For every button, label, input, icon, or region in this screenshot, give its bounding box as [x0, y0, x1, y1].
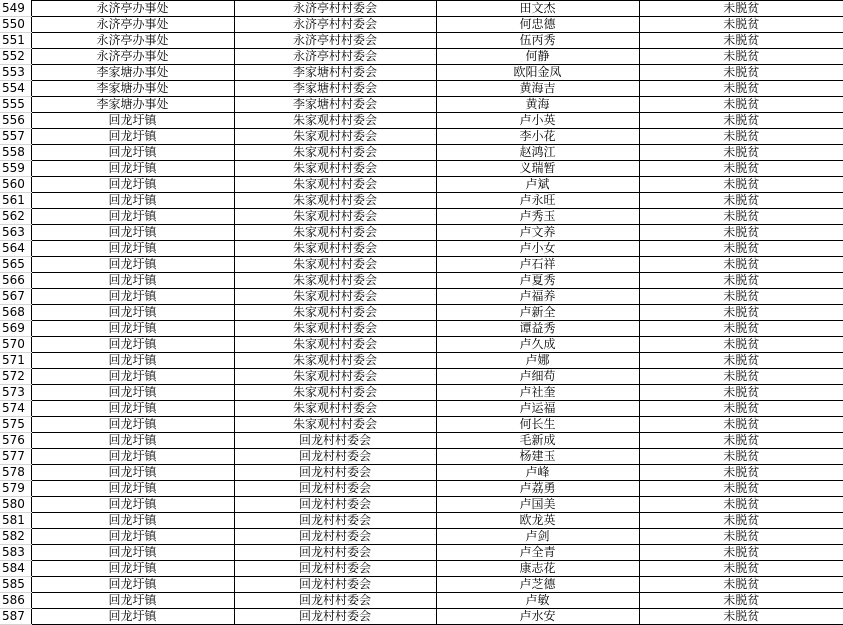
status-cell[interactable]: 未脱贫 [639, 1, 843, 17]
row-number[interactable]: 555 [0, 97, 31, 113]
table-row [0, 305, 843, 321]
village-cell[interactable]: 朱家观村村委会 [234, 385, 436, 401]
town-cell[interactable]: 李家塘办事处 [31, 65, 234, 81]
status-cell[interactable]: 未脱贫 [639, 241, 843, 257]
town-cell[interactable]: 回龙圩镇 [31, 225, 234, 241]
town-cell[interactable]: 回龙圩镇 [31, 257, 234, 273]
status-cell[interactable]: 未脱贫 [639, 497, 843, 513]
village-cell[interactable]: 朱家观村村委会 [234, 401, 436, 417]
table-row [0, 385, 843, 401]
table-row [0, 33, 843, 49]
status-cell[interactable]: 未脱贫 [639, 561, 843, 577]
town-cell[interactable]: 回龙圩镇 [31, 417, 234, 433]
village-cell[interactable]: 回龙村村委会 [234, 561, 436, 577]
person-name-cell[interactable]: 卢水安 [436, 609, 639, 625]
village-cell[interactable]: 回龙村村委会 [234, 513, 436, 529]
row-number[interactable]: 578 [0, 465, 31, 481]
town-cell[interactable]: 回龙圩镇 [31, 465, 234, 481]
village-cell[interactable]: 永济亭村村委会 [234, 33, 436, 49]
village-cell[interactable]: 回龙村村委会 [234, 545, 436, 561]
town-cell[interactable]: 回龙圩镇 [31, 609, 234, 625]
village-cell[interactable]: 回龙村村委会 [234, 465, 436, 481]
status-cell[interactable]: 未脱贫 [639, 129, 843, 145]
village-cell[interactable]: 朱家观村村委会 [234, 369, 436, 385]
town-cell[interactable]: 回龙圩镇 [31, 497, 234, 513]
town-cell[interactable]: 回龙圩镇 [31, 529, 234, 545]
status-cell[interactable]: 未脱贫 [639, 81, 843, 97]
village-cell[interactable]: 朱家观村村委会 [234, 113, 436, 129]
status-cell[interactable]: 未脱贫 [639, 529, 843, 545]
table-row [0, 113, 843, 129]
town-cell[interactable]: 回龙圩镇 [31, 353, 234, 369]
row-number[interactable]: 549 [0, 1, 31, 17]
status-cell[interactable]: 未脱贫 [639, 113, 843, 129]
status-cell[interactable]: 未脱贫 [639, 193, 843, 209]
status-cell[interactable]: 未脱贫 [639, 305, 843, 321]
row-number[interactable]: 553 [0, 65, 31, 81]
village-cell[interactable]: 永济亭村村委会 [234, 1, 436, 17]
town-cell[interactable]: 回龙圩镇 [31, 209, 234, 225]
person-name-cell[interactable]: 卢石祥 [436, 257, 639, 273]
table-row [0, 241, 843, 257]
person-name-cell[interactable]: 康志花 [436, 561, 639, 577]
village-cell[interactable]: 朱家观村村委会 [234, 417, 436, 433]
row-number[interactable]: 582 [0, 529, 31, 545]
status-cell[interactable]: 未脱贫 [639, 161, 843, 177]
row-number[interactable]: 565 [0, 257, 31, 273]
town-cell[interactable]: 回龙圩镇 [31, 593, 234, 609]
row-number[interactable]: 564 [0, 241, 31, 257]
row-number[interactable]: 568 [0, 305, 31, 321]
person-name-cell[interactable]: 卢秀玉 [436, 209, 639, 225]
person-name-cell[interactable]: 何忠德 [436, 17, 639, 33]
status-cell[interactable]: 未脱贫 [639, 33, 843, 49]
village-cell[interactable]: 永济亭村村委会 [234, 49, 436, 65]
town-cell[interactable]: 回龙圩镇 [31, 273, 234, 289]
row-number[interactable]: 551 [0, 33, 31, 49]
town-cell[interactable]: 回龙圩镇 [31, 289, 234, 305]
village-cell[interactable]: 朱家观村村委会 [234, 337, 436, 353]
table-row [0, 1, 843, 17]
status-cell[interactable]: 未脱贫 [639, 321, 843, 337]
row-number[interactable]: 581 [0, 513, 31, 529]
person-name-cell[interactable]: 田文杰 [436, 1, 639, 17]
row-number[interactable]: 584 [0, 561, 31, 577]
village-cell[interactable]: 朱家观村村委会 [234, 321, 436, 337]
table-row [0, 449, 843, 465]
village-cell[interactable]: 回龙村村委会 [234, 593, 436, 609]
status-cell[interactable]: 未脱贫 [639, 401, 843, 417]
status-cell[interactable]: 未脱贫 [639, 417, 843, 433]
row-number[interactable]: 580 [0, 497, 31, 513]
person-name-cell[interactable]: 卢芝德 [436, 577, 639, 593]
row-number[interactable]: 552 [0, 49, 31, 65]
row-number[interactable]: 561 [0, 193, 31, 209]
row-number[interactable]: 550 [0, 17, 31, 33]
table-row [0, 209, 843, 225]
village-cell[interactable]: 朱家观村村委会 [234, 241, 436, 257]
village-cell[interactable]: 李家塘村村委会 [234, 65, 436, 81]
town-cell[interactable]: 回龙圩镇 [31, 193, 234, 209]
person-name-cell[interactable]: 卢全青 [436, 545, 639, 561]
person-name-cell[interactable]: 黄海 [436, 97, 639, 113]
town-cell[interactable]: 回龙圩镇 [31, 561, 234, 577]
row-number[interactable]: 573 [0, 385, 31, 401]
person-name-cell[interactable]: 杨建玉 [436, 449, 639, 465]
status-cell[interactable]: 未脱贫 [639, 65, 843, 81]
table-row [0, 433, 843, 449]
status-cell[interactable]: 未脱贫 [639, 289, 843, 305]
village-cell[interactable]: 朱家观村村委会 [234, 209, 436, 225]
village-cell[interactable]: 回龙村村委会 [234, 609, 436, 625]
table-row [0, 97, 843, 113]
village-cell[interactable]: 朱家观村村委会 [234, 225, 436, 241]
town-cell[interactable]: 李家塘办事处 [31, 97, 234, 113]
village-cell[interactable]: 朱家观村村委会 [234, 353, 436, 369]
status-cell[interactable]: 未脱贫 [639, 609, 843, 625]
row-number[interactable]: 577 [0, 449, 31, 465]
town-cell[interactable]: 回龙圩镇 [31, 433, 234, 449]
village-cell[interactable]: 朱家观村村委会 [234, 177, 436, 193]
status-cell[interactable]: 未脱贫 [639, 225, 843, 241]
person-name-cell[interactable]: 卢斌 [436, 177, 639, 193]
row-number[interactable]: 569 [0, 321, 31, 337]
status-cell[interactable]: 未脱贫 [639, 273, 843, 289]
status-cell[interactable]: 未脱贫 [639, 145, 843, 161]
table-row [0, 177, 843, 193]
table-row [0, 497, 843, 513]
status-cell[interactable]: 未脱贫 [639, 209, 843, 225]
row-number[interactable]: 587 [0, 609, 31, 625]
table-row [0, 257, 843, 273]
person-name-cell[interactable]: 义瑞暂 [436, 161, 639, 177]
person-name-cell[interactable]: 欧阳金凤 [436, 65, 639, 81]
person-name-cell[interactable]: 赵鸿江 [436, 145, 639, 161]
status-cell[interactable]: 未脱贫 [639, 593, 843, 609]
town-cell[interactable]: 回龙圩镇 [31, 321, 234, 337]
table-row [0, 17, 843, 33]
row-number[interactable]: 583 [0, 545, 31, 561]
town-cell[interactable]: 回龙圩镇 [31, 241, 234, 257]
person-name-cell[interactable]: 何长生 [436, 417, 639, 433]
table-row [0, 81, 843, 97]
row-number[interactable]: 574 [0, 401, 31, 417]
village-cell[interactable]: 朱家观村村委会 [234, 273, 436, 289]
table-row [0, 545, 843, 561]
town-cell[interactable]: 回龙圩镇 [31, 305, 234, 321]
person-name-cell[interactable]: 卢永旺 [436, 193, 639, 209]
row-number[interactable]: 586 [0, 593, 31, 609]
village-cell[interactable]: 朱家观村村委会 [234, 161, 436, 177]
status-cell[interactable]: 未脱贫 [639, 353, 843, 369]
village-cell[interactable]: 朱家观村村委会 [234, 289, 436, 305]
status-cell[interactable]: 未脱贫 [639, 545, 843, 561]
status-cell[interactable]: 未脱贫 [639, 481, 843, 497]
person-name-cell[interactable]: 卢峰 [436, 465, 639, 481]
status-cell[interactable]: 未脱贫 [639, 513, 843, 529]
village-cell[interactable]: 回龙村村委会 [234, 529, 436, 545]
person-name-cell[interactable]: 何静 [436, 49, 639, 65]
row-number[interactable]: 560 [0, 177, 31, 193]
table-row [0, 161, 843, 177]
person-name-cell[interactable]: 李小花 [436, 129, 639, 145]
person-name-cell[interactable]: 卢文养 [436, 225, 639, 241]
person-name-cell[interactable]: 卢国美 [436, 497, 639, 513]
person-name-cell[interactable]: 伍丙秀 [436, 33, 639, 49]
town-cell[interactable]: 李家塘办事处 [31, 81, 234, 97]
town-cell[interactable]: 回龙圩镇 [31, 513, 234, 529]
person-name-cell[interactable]: 卢社奎 [436, 385, 639, 401]
table-row [0, 337, 843, 353]
row-number[interactable]: 567 [0, 289, 31, 305]
person-name-cell[interactable]: 卢福养 [436, 289, 639, 305]
row-number[interactable]: 575 [0, 417, 31, 433]
row-number[interactable]: 571 [0, 353, 31, 369]
status-cell[interactable]: 未脱贫 [639, 49, 843, 65]
table-row [0, 65, 843, 81]
table-row [0, 225, 843, 241]
table-row [0, 577, 843, 593]
village-cell[interactable]: 李家塘村村委会 [234, 81, 436, 97]
town-cell[interactable]: 回龙圩镇 [31, 577, 234, 593]
person-name-cell[interactable]: 卢敏 [436, 593, 639, 609]
row-number[interactable]: 559 [0, 161, 31, 177]
person-name-cell[interactable]: 卢剑 [436, 529, 639, 545]
town-cell[interactable]: 永济亭办事处 [31, 1, 234, 17]
row-number[interactable]: 576 [0, 433, 31, 449]
table-row [0, 465, 843, 481]
town-cell[interactable]: 回龙圩镇 [31, 113, 234, 129]
town-cell[interactable]: 回龙圩镇 [31, 177, 234, 193]
town-cell[interactable]: 永济亭办事处 [31, 17, 234, 33]
town-cell[interactable]: 回龙圩镇 [31, 401, 234, 417]
table-row [0, 353, 843, 369]
row-number[interactable]: 554 [0, 81, 31, 97]
village-cell[interactable]: 朱家观村村委会 [234, 145, 436, 161]
village-cell[interactable]: 李家塘村村委会 [234, 97, 436, 113]
town-cell[interactable]: 回龙圩镇 [31, 145, 234, 161]
person-name-cell[interactable]: 卢小女 [436, 241, 639, 257]
status-cell[interactable]: 未脱贫 [639, 433, 843, 449]
table-body [0, 1, 843, 625]
row-number[interactable]: 563 [0, 225, 31, 241]
village-cell[interactable]: 回龙村村委会 [234, 497, 436, 513]
village-cell[interactable]: 永济亭村村委会 [234, 17, 436, 33]
status-cell[interactable]: 未脱贫 [639, 17, 843, 33]
town-cell[interactable]: 永济亭办事处 [31, 49, 234, 65]
row-number[interactable]: 562 [0, 209, 31, 225]
row-number[interactable]: 579 [0, 481, 31, 497]
table-row [0, 401, 843, 417]
status-cell[interactable]: 未脱贫 [639, 257, 843, 273]
person-name-cell[interactable]: 卢新全 [436, 305, 639, 321]
person-name-cell[interactable]: 黄海吉 [436, 81, 639, 97]
person-name-cell[interactable]: 卢久成 [436, 337, 639, 353]
status-cell[interactable]: 未脱贫 [639, 385, 843, 401]
table-row [0, 273, 843, 289]
table-row [0, 49, 843, 65]
table-row [0, 145, 843, 161]
row-number[interactable]: 566 [0, 273, 31, 289]
table-row [0, 129, 843, 145]
town-cell[interactable]: 回龙圩镇 [31, 161, 234, 177]
town-cell[interactable]: 回龙圩镇 [31, 481, 234, 497]
village-cell[interactable]: 回龙村村委会 [234, 481, 436, 497]
village-cell[interactable]: 回龙村村委会 [234, 433, 436, 449]
person-name-cell[interactable]: 欧龙英 [436, 513, 639, 529]
table-row [0, 513, 843, 529]
person-name-cell[interactable]: 卢小英 [436, 113, 639, 129]
status-cell[interactable]: 未脱贫 [639, 465, 843, 481]
village-cell[interactable]: 朱家观村村委会 [234, 305, 436, 321]
town-cell[interactable]: 永济亭办事处 [31, 33, 234, 49]
person-name-cell[interactable]: 卢细苟 [436, 369, 639, 385]
town-cell[interactable]: 回龙圩镇 [31, 129, 234, 145]
status-cell[interactable]: 未脱贫 [639, 449, 843, 465]
status-cell[interactable]: 未脱贫 [639, 577, 843, 593]
status-cell[interactable]: 未脱贫 [639, 369, 843, 385]
town-cell[interactable]: 回龙圩镇 [31, 369, 234, 385]
table-row [0, 481, 843, 497]
status-cell[interactable]: 未脱贫 [639, 177, 843, 193]
row-number[interactable]: 570 [0, 337, 31, 353]
row-number[interactable]: 585 [0, 577, 31, 593]
town-cell[interactable]: 回龙圩镇 [31, 337, 234, 353]
person-name-cell[interactable]: 毛新成 [436, 433, 639, 449]
row-number[interactable]: 556 [0, 113, 31, 129]
table-row [0, 369, 843, 385]
table-row [0, 417, 843, 433]
town-cell[interactable]: 回龙圩镇 [31, 449, 234, 465]
table-row [0, 609, 843, 625]
village-cell[interactable]: 回龙村村委会 [234, 577, 436, 593]
village-cell[interactable]: 朱家观村村委会 [234, 193, 436, 209]
table-row [0, 529, 843, 545]
table-row [0, 561, 843, 577]
table-row [0, 289, 843, 305]
table-row [0, 193, 843, 209]
village-cell[interactable]: 朱家观村村委会 [234, 257, 436, 273]
village-cell[interactable]: 回龙村村委会 [234, 449, 436, 465]
person-name-cell[interactable]: 卢荔勇 [436, 481, 639, 497]
village-cell[interactable]: 朱家观村村委会 [234, 129, 436, 145]
person-name-cell[interactable]: 谭益秀 [436, 321, 639, 337]
row-number[interactable]: 557 [0, 129, 31, 145]
town-cell[interactable]: 回龙圩镇 [31, 545, 234, 561]
town-cell[interactable]: 回龙圩镇 [31, 385, 234, 401]
person-name-cell[interactable]: 卢运福 [436, 401, 639, 417]
status-cell[interactable]: 未脱贫 [639, 97, 843, 113]
row-number[interactable]: 558 [0, 145, 31, 161]
person-name-cell[interactable]: 卢娜 [436, 353, 639, 369]
table-row [0, 593, 843, 609]
table-row [0, 321, 843, 337]
row-number[interactable]: 572 [0, 369, 31, 385]
status-cell[interactable]: 未脱贫 [639, 337, 843, 353]
person-name-cell[interactable]: 卢夏秀 [436, 273, 639, 289]
